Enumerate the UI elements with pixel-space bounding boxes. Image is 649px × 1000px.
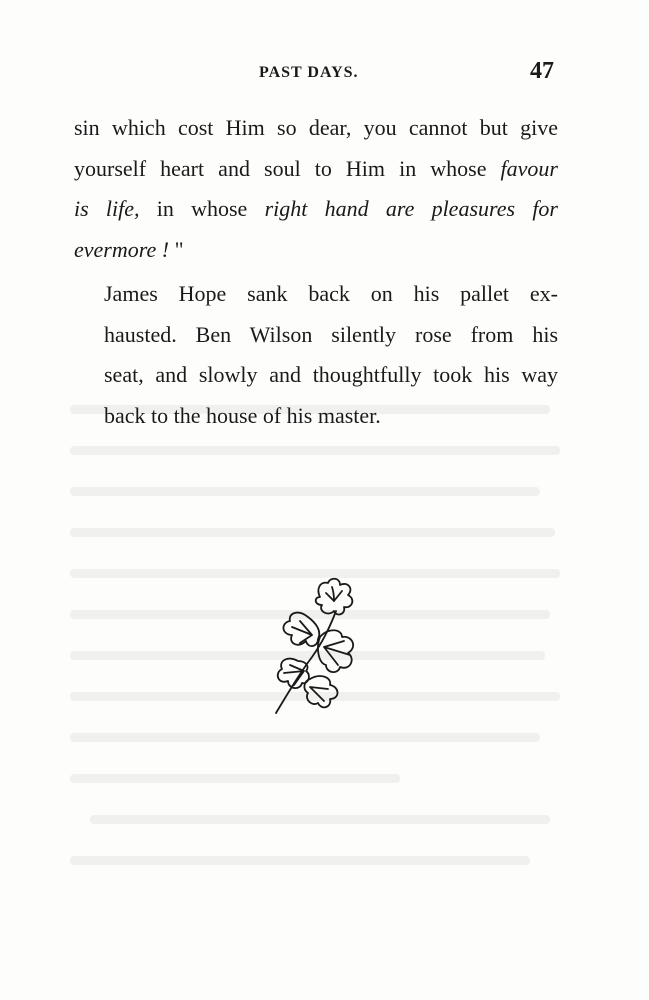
text-line: [74, 230, 558, 271]
text-run: yourself heart and soul to Him in whose: [74, 155, 501, 181]
ivy-leaf-sprig-icon: [268, 575, 368, 720]
text-run: seat, and slowly and thoughtfully took his way: [104, 362, 558, 387]
text-line: [74, 355, 558, 396]
page-number: 47: [530, 58, 554, 84]
italic-text: evermore !: [74, 236, 170, 262]
text-run: sin which cost Him so dear, you cannot but give: [74, 115, 558, 140]
text-run: back to the house of his master.: [104, 402, 381, 428]
paragraph: [74, 274, 558, 436]
text-run: James Hope sank back on his pallet ex-: [104, 281, 558, 306]
text-line: [74, 315, 558, 356]
text-line: [74, 396, 558, 437]
text-line: [74, 274, 558, 315]
paragraph: [74, 108, 558, 270]
text-run: ": [169, 236, 184, 262]
text-run: hausted. Ben Wilson silently rose from his: [104, 321, 558, 347]
running-head: [0, 58, 649, 88]
text-run: in whose: [139, 196, 265, 221]
body-text: [74, 108, 558, 436]
text-line: [74, 108, 558, 149]
italic-text: favour: [500, 155, 558, 181]
italic-text: is life,: [74, 196, 140, 221]
running-title: PAST DAYS.: [259, 64, 359, 81]
text-line: [74, 149, 558, 190]
italic-text: right hand are pleasures for: [264, 196, 558, 221]
text-line: [74, 189, 558, 230]
